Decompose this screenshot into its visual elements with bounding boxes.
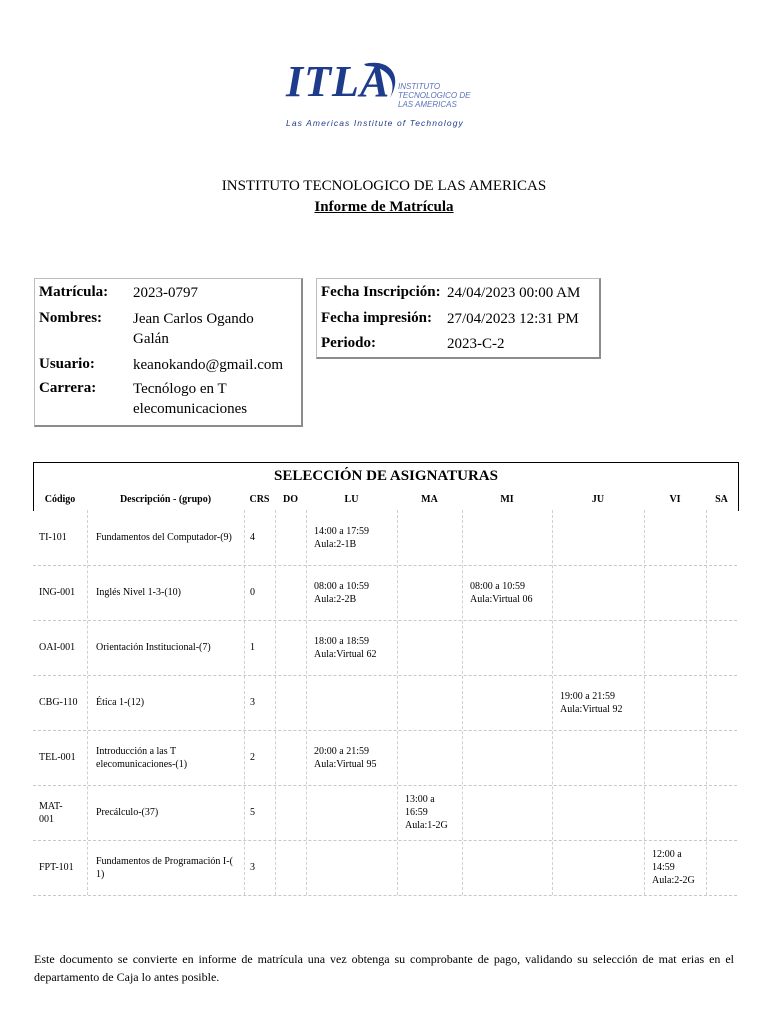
class-slot-lu: 14:00 a 17:59 Aula:2-1B — [314, 525, 369, 550]
column-divider — [552, 510, 553, 895]
column-divider — [397, 510, 398, 895]
logo-tagline: Las Americas Institute of Technology — [286, 118, 464, 128]
class-slot-mi: 08:00 a 10:59 Aula:Virtual 06 — [470, 580, 533, 605]
course-code: FPT-101 — [39, 862, 74, 873]
row-divider — [33, 840, 737, 841]
course-description: Ética 1-(12) — [96, 697, 145, 708]
row-divider — [33, 565, 737, 566]
periodo-label: Periodo: — [321, 335, 376, 351]
carrera-value: Tecnólogo en T elecomunicaciones — [133, 381, 248, 417]
usuario-value: keanokando@gmail.com — [133, 357, 284, 373]
course-credits: 4 — [250, 532, 255, 543]
course-code: CBG-110 — [39, 697, 78, 708]
row-divider — [33, 675, 737, 676]
column-header: CRS — [249, 494, 270, 505]
course-description: Orientación Institucional-(7) — [96, 642, 211, 653]
column-header: SA — [715, 494, 728, 505]
impresion-label: Fecha impresión: — [321, 310, 432, 326]
course-credits: 5 — [250, 807, 255, 818]
column-header: MA — [421, 494, 438, 505]
course-credits: 3 — [250, 697, 255, 708]
column-divider — [462, 510, 463, 895]
course-description: Inglés Nivel 1-3-(10) — [96, 587, 181, 598]
course-code: MAT- 001 — [39, 800, 63, 825]
class-slot-vi: 12:00 a 14:59 Aula:2-2G — [652, 849, 695, 886]
logo-institute-name: INSTITUTO TECNOLOGICO DE LAS AMERICAS — [398, 82, 471, 109]
matricula-label: Matrícula: — [39, 284, 109, 300]
column-header: MI — [500, 494, 514, 505]
course-credits: 1 — [250, 642, 255, 653]
class-slot-lu: 18:00 a 18:59 Aula:Virtual 62 — [314, 635, 377, 660]
row-divider — [33, 895, 737, 896]
footer-note: Este documento se convierte en informe de matrícula una vez obtenga su comprobante de pago, validando su selección de mat erias en el departamento de Caja lo antes posible. — [34, 952, 734, 984]
course-code: ING-001 — [39, 587, 76, 598]
row-divider — [33, 730, 737, 731]
carrera-label: Carrera: — [39, 380, 97, 396]
column-divider — [275, 510, 276, 895]
class-slot-ma: 13:00 a 16:59 Aula:1-2G — [405, 794, 448, 831]
course-code: OAI-001 — [39, 642, 76, 653]
matricula-value: 2023-0797 — [133, 285, 198, 301]
class-slot-lu: 20:00 a 21:59 Aula:Virtual 95 — [314, 745, 377, 770]
inscripcion-value: 24/04/2023 00:00 AM — [447, 285, 581, 301]
inscripcion-label: Fecha Inscripción: — [321, 284, 441, 300]
enrollment-info-box — [316, 278, 601, 359]
course-description: Precálculo-(37) — [96, 807, 159, 818]
row-divider — [33, 785, 737, 786]
student-info-box — [34, 278, 303, 427]
column-divider — [706, 510, 707, 895]
course-description: Fundamentos del Computador-(9) — [96, 532, 232, 543]
column-divider — [306, 510, 307, 895]
row-divider — [33, 620, 737, 621]
schedule-title: SELECCIÓN DE ASIGNATURAS — [274, 468, 498, 484]
column-header: Descripción - (grupo) — [119, 494, 212, 505]
impresion-value: 27/04/2023 12:31 PM — [447, 311, 579, 327]
nombres-label: Nombres: — [39, 310, 103, 326]
usuario-label: Usuario: — [39, 356, 95, 372]
class-slot-lu: 08:00 a 10:59 Aula:2-2B — [314, 580, 369, 605]
column-header: JU — [591, 494, 605, 505]
course-code: TI-101 — [39, 532, 67, 543]
course-credits: 3 — [250, 862, 255, 873]
column-header: DO — [283, 494, 298, 505]
column-divider — [644, 510, 645, 895]
course-credits: 0 — [250, 587, 255, 598]
itla-logo — [286, 56, 486, 132]
course-description: Introducción a las T elecomunicaciones-(1) — [96, 745, 188, 770]
column-divider — [87, 510, 88, 895]
report-title: Informe de Matrícula — [314, 199, 454, 215]
column-divider — [244, 510, 245, 895]
nombres-value: Jean Carlos Ogando Galán — [133, 311, 254, 347]
class-slot-ju: 19:00 a 21:59 Aula:Virtual 92 — [560, 690, 623, 715]
column-header: LU — [344, 494, 359, 505]
institution-name: INSTITUTO TECNOLOGICO DE LAS AMERICAS — [221, 178, 547, 194]
column-header: VI — [669, 494, 681, 505]
column-header: Código — [44, 494, 76, 505]
logo-mark: ITLA — [286, 57, 391, 106]
periodo-value: 2023-C-2 — [447, 336, 505, 352]
course-code: TEL-001 — [39, 752, 76, 763]
course-description: Fundamentos de Programación I-( 1) — [96, 855, 233, 880]
course-credits: 2 — [250, 752, 255, 763]
